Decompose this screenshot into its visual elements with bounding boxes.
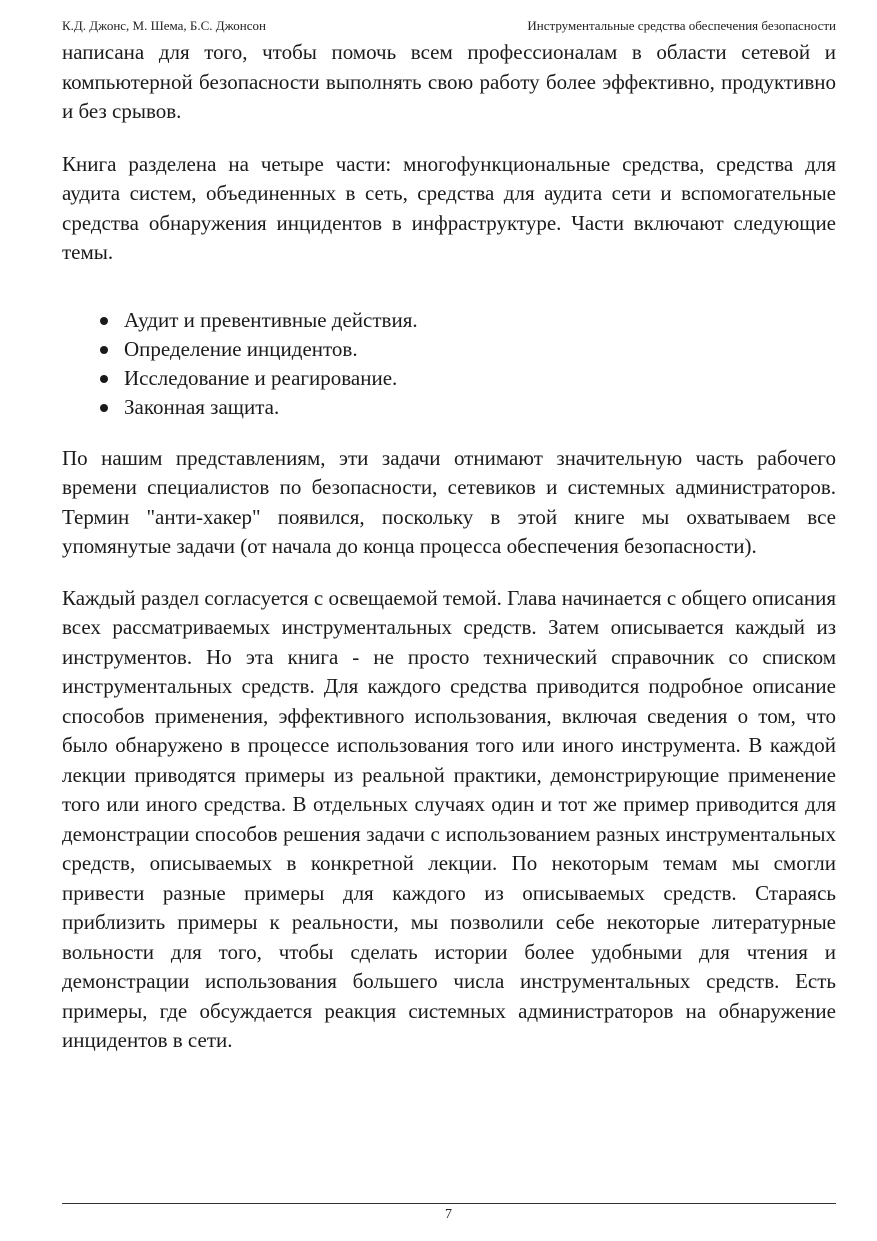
paragraph-book-parts: Книга разделена на четыре части: многофункциональные средства, средства для аудита систем, объединенных в сеть, средства для аудита сети и вспомогательные средства обнаружения инцидентов в инфраструктуре. Части включают следующие темы. (62, 151, 836, 264)
list-item (62, 393, 836, 422)
paragraph-intro-continued: написана для того, чтобы помочь всем профессионалам в области сетевой и компьютерной безопасности выполнять свою работу более эффективно, продуктивно и без срывов. (62, 40, 836, 123)
page-number: 7 (445, 1207, 452, 1222)
list-item-text: Аудит и превентивные действия. (124, 307, 418, 332)
bullet-icon (100, 317, 108, 325)
header-authors: К.Д. Джонс, М. Шема, Б.С. Джонсон (62, 18, 266, 33)
list-item-text: Законная защита. (124, 394, 280, 419)
list-item (62, 335, 836, 364)
paragraph-sections: Каждый раздел согласуется с освещаемой темой. Глава начинается с общего описания всех рассматриваемых инструментальных средств. Затем описывается каждый из инструментов. Но эта книга - не просто технический справочник со списком инструментальных средств. Для каждого средства приводится подробное описание способов применения, эффективного использования, включая сведения о том, что было обнаружено в процессе использования того или иного инструмента. В каждой лекции приводятся примеры из реальной практики, демонстрирующие применение того или иного средства. В отдельных случаях один и тот же пример приводится для демонстрации способов решения задачи с использованием разных инструментальных средств, описываемых в конкретной лекции. По некоторым темам мы смогли привести разные примеры для каждого из описываемых средств. Стараясь приблизить примеры к реальности, мы позволили себе некоторые литературные вольности для того, чтобы сделать истории более удобными для чтения и демонстрации использования большего числа инструментальных средств. Есть примеры, где обсуждается реакция системных администраторов на обнаружение инцидентов в сети. (62, 585, 836, 1052)
bullet-icon (100, 404, 108, 412)
bullet-icon (100, 346, 108, 354)
topics-list (62, 306, 836, 422)
list-item-text: Определение инцидентов. (124, 336, 358, 361)
page-header (62, 16, 836, 36)
paragraph-tasks: По нашим представлениям, эти задачи отнимают значительную часть рабочего времени специалистов по безопасности, сетевиков и системных администраторов. Термин "анти-хакер" появился, поскольку в этой книге мы охватываем все упомянутые задачи (от начала до конца процесса обеспечения безопасности). (62, 445, 836, 558)
header-book-title: Инструментальные средства обеспечения безопасности (527, 18, 836, 33)
bullet-icon (100, 375, 108, 383)
page-body (62, 38, 836, 1056)
list-item (62, 364, 836, 393)
list-item (62, 306, 836, 335)
footer-divider (62, 1203, 836, 1204)
list-item-text: Исследование и реагирование. (124, 365, 398, 390)
